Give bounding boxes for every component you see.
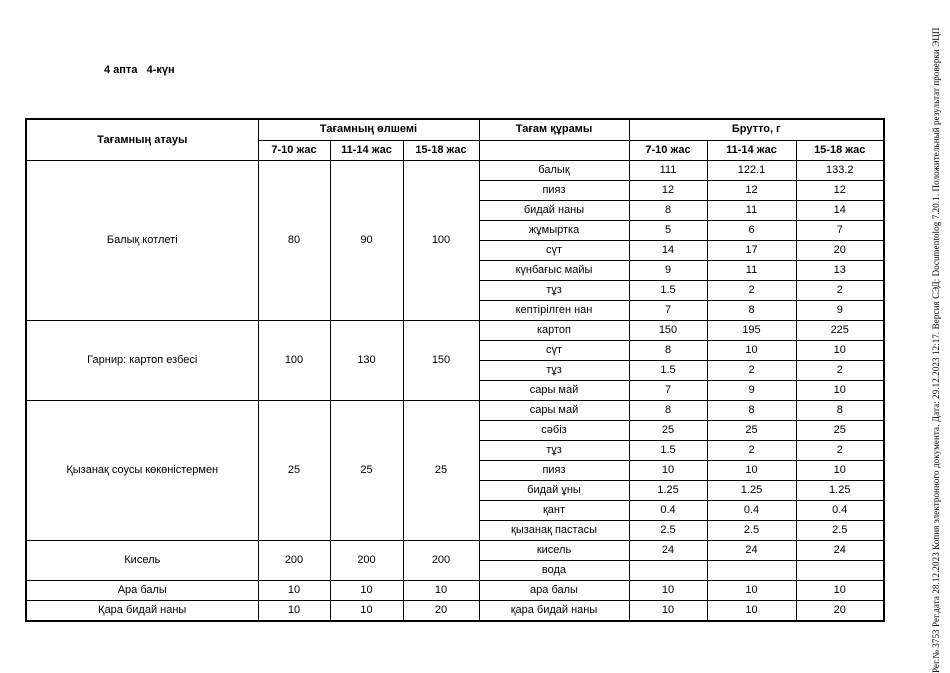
ingredient-gross-age-3: 20 xyxy=(796,601,884,622)
dish-portion-age-3: 20 xyxy=(403,601,479,622)
ingredient-gross-age-2: 25 xyxy=(707,421,796,441)
ingredient-gross-age-3: 12 xyxy=(796,181,884,201)
header-composition-blank xyxy=(479,140,629,161)
dish-portion-age-1: 10 xyxy=(258,581,330,601)
ingredient-gross-age-3: 10 xyxy=(796,581,884,601)
header-gross-age-2: 11-14 жас xyxy=(707,140,796,161)
ingredient-name: кисель xyxy=(479,541,629,561)
ingredient-gross-age-3: 1.25 xyxy=(796,481,884,501)
ingredient-gross-age-3: 14 xyxy=(796,201,884,221)
table-row xyxy=(26,601,884,622)
ingredient-gross-age-3: 2 xyxy=(796,441,884,461)
ingredient-gross-age-1: 111 xyxy=(629,161,707,181)
ingredient-gross-age-2: 2.5 xyxy=(707,521,796,541)
ingredient-gross-age-3: 10 xyxy=(796,341,884,361)
ingredient-name: жұмыртка xyxy=(479,221,629,241)
ingredient-gross-age-3: 133.2 xyxy=(796,161,884,181)
ingredient-gross-age-1: 1.25 xyxy=(629,481,707,501)
header-portion-age-2: 11-14 жас xyxy=(330,140,403,161)
ingredient-gross-age-2: 17 xyxy=(707,241,796,261)
ingredient-name: картоп xyxy=(479,321,629,341)
dish-portion-age-3: 150 xyxy=(403,321,479,401)
ingredient-gross-age-3: 7 xyxy=(796,221,884,241)
dish-name: Балық котлеті xyxy=(26,161,258,321)
ingredient-gross-age-2: 10 xyxy=(707,461,796,481)
ingredient-gross-age-2: 2 xyxy=(707,361,796,381)
ingredient-name: пияз xyxy=(479,461,629,481)
ingredient-gross-age-2: 2 xyxy=(707,441,796,461)
registration-note-text: Рег.№ 3753 Рег.дата 28.12.2023 Копия электронного документа. Дата: 29.12.2023 12:17. Версия СЭД: Documentolog 7.20.1. Положительный результат проверки ЭЦП xyxy=(931,27,941,673)
dish-portion-age-3: 25 xyxy=(403,401,479,541)
ingredient-gross-age-1: 2.5 xyxy=(629,521,707,541)
ingredient-name: қызанақ пастасы xyxy=(479,521,629,541)
ingredient-name: балық xyxy=(479,161,629,181)
header-gross-age-1: 7-10 жас xyxy=(629,140,707,161)
ingredient-name: күнбағыс майы xyxy=(479,261,629,281)
table-row xyxy=(26,321,884,341)
header-gross-age-3: 15-18 жас xyxy=(796,140,884,161)
dish-portion-age-1: 25 xyxy=(258,401,330,541)
ingredient-gross-age-2: 11 xyxy=(707,261,796,281)
ingredient-name: қант xyxy=(479,501,629,521)
dish-portion-age-2: 200 xyxy=(330,541,403,581)
header-portion-age-1: 7-10 жас xyxy=(258,140,330,161)
ingredient-gross-age-1: 24 xyxy=(629,541,707,561)
dish-name: Ара балы xyxy=(26,581,258,601)
ingredient-name: сүт xyxy=(479,241,629,261)
ingredient-gross-age-3: 2.5 xyxy=(796,521,884,541)
ingredient-name: ара балы xyxy=(479,581,629,601)
dish-portion-age-3: 200 xyxy=(403,541,479,581)
ingredient-gross-age-2: 10 xyxy=(707,341,796,361)
header-portion: Тағамның өлшемі xyxy=(258,119,479,140)
ingredient-gross-age-2: 8 xyxy=(707,401,796,421)
ingredient-name: қара бидай наны xyxy=(479,601,629,622)
ingredient-gross-age-1: 0.4 xyxy=(629,501,707,521)
ingredient-gross-age-1: 150 xyxy=(629,321,707,341)
ingredient-gross-age-3: 10 xyxy=(796,461,884,481)
ingredient-gross-age-3: 24 xyxy=(796,541,884,561)
ingredient-gross-age-1: 1.5 xyxy=(629,441,707,461)
table-row xyxy=(26,581,884,601)
ingredient-gross-age-1: 8 xyxy=(629,201,707,221)
ingredient-gross-age-3: 8 xyxy=(796,401,884,421)
header-composition: Тағам құрамы xyxy=(479,119,629,140)
table-row xyxy=(26,161,884,181)
ingredient-name: кептірілген нан xyxy=(479,301,629,321)
dish-portion-age-1: 80 xyxy=(258,161,330,321)
ingredient-gross-age-2 xyxy=(707,561,796,581)
dish-portion-age-3: 10 xyxy=(403,581,479,601)
ingredient-name: тұз xyxy=(479,281,629,301)
dish-portion-age-2: 130 xyxy=(330,321,403,401)
dish-name: Гарнир: картоп езбесі xyxy=(26,321,258,401)
ingredient-gross-age-2: 6 xyxy=(707,221,796,241)
ingredient-gross-age-2: 122.1 xyxy=(707,161,796,181)
header-dish-name: Тағамның атауы xyxy=(26,119,258,161)
ingredient-name: сары май xyxy=(479,401,629,421)
ingredient-gross-age-1: 12 xyxy=(629,181,707,201)
table-row xyxy=(26,541,884,561)
ingredient-name: вода xyxy=(479,561,629,581)
ingredient-gross-age-1: 8 xyxy=(629,341,707,361)
ingredient-gross-age-2: 11 xyxy=(707,201,796,221)
ingredient-gross-age-1: 10 xyxy=(629,601,707,622)
dish-portion-age-1: 10 xyxy=(258,601,330,622)
document-registration-note xyxy=(928,0,944,673)
ingredient-gross-age-3: 10 xyxy=(796,381,884,401)
ingredient-name: бидай наны xyxy=(479,201,629,221)
dish-portion-age-3: 100 xyxy=(403,161,479,321)
ingredient-gross-age-1: 9 xyxy=(629,261,707,281)
ingredient-gross-age-3: 0.4 xyxy=(796,501,884,521)
dish-portion-age-1: 200 xyxy=(258,541,330,581)
ingredient-gross-age-1: 7 xyxy=(629,301,707,321)
ingredient-gross-age-2: 12 xyxy=(707,181,796,201)
ingredient-gross-age-2: 2 xyxy=(707,281,796,301)
ingredient-name: сары май xyxy=(479,381,629,401)
dish-name: Кисель xyxy=(26,541,258,581)
ingredient-name: пияз xyxy=(479,181,629,201)
ingredient-gross-age-1: 7 xyxy=(629,381,707,401)
ingredient-gross-age-3: 13 xyxy=(796,261,884,281)
menu-table xyxy=(25,118,885,622)
table-row xyxy=(26,401,884,421)
ingredient-gross-age-1: 5 xyxy=(629,221,707,241)
ingredient-gross-age-1: 1.5 xyxy=(629,281,707,301)
dish-portion-age-2: 10 xyxy=(330,581,403,601)
ingredient-name: сәбіз xyxy=(479,421,629,441)
ingredient-gross-age-2: 24 xyxy=(707,541,796,561)
ingredient-name: тұз xyxy=(479,441,629,461)
menu-table-body xyxy=(26,161,884,622)
page-heading: 4 апта 4-күн xyxy=(104,64,175,76)
ingredient-gross-age-3: 2 xyxy=(796,361,884,381)
ingredient-gross-age-1: 10 xyxy=(629,581,707,601)
ingredient-gross-age-3: 25 xyxy=(796,421,884,441)
dish-portion-age-2: 25 xyxy=(330,401,403,541)
ingredient-gross-age-1 xyxy=(629,561,707,581)
ingredient-name: сүт xyxy=(479,341,629,361)
dish-portion-age-2: 10 xyxy=(330,601,403,622)
ingredient-name: тұз xyxy=(479,361,629,381)
ingredient-name: бидай ұны xyxy=(479,481,629,501)
ingredient-gross-age-2: 1.25 xyxy=(707,481,796,501)
ingredient-gross-age-2: 10 xyxy=(707,581,796,601)
ingredient-gross-age-1: 14 xyxy=(629,241,707,261)
dish-portion-age-1: 100 xyxy=(258,321,330,401)
ingredient-gross-age-1: 25 xyxy=(629,421,707,441)
ingredient-gross-age-2: 8 xyxy=(707,301,796,321)
ingredient-gross-age-2: 9 xyxy=(707,381,796,401)
ingredient-gross-age-1: 8 xyxy=(629,401,707,421)
ingredient-gross-age-3: 225 xyxy=(796,321,884,341)
header-gross: Брутто, г xyxy=(629,119,884,140)
ingredient-gross-age-3: 2 xyxy=(796,281,884,301)
ingredient-gross-age-3 xyxy=(796,561,884,581)
dish-name: Қызанақ соусы көкөністермен xyxy=(26,401,258,541)
ingredient-gross-age-1: 10 xyxy=(629,461,707,481)
header-portion-age-3: 15-18 жас xyxy=(403,140,479,161)
ingredient-gross-age-1: 1.5 xyxy=(629,361,707,381)
ingredient-gross-age-3: 9 xyxy=(796,301,884,321)
ingredient-gross-age-2: 195 xyxy=(707,321,796,341)
dish-name: Қара бидай наны xyxy=(26,601,258,622)
ingredient-gross-age-2: 10 xyxy=(707,601,796,622)
dish-portion-age-2: 90 xyxy=(330,161,403,321)
ingredient-gross-age-2: 0.4 xyxy=(707,501,796,521)
ingredient-gross-age-3: 20 xyxy=(796,241,884,261)
